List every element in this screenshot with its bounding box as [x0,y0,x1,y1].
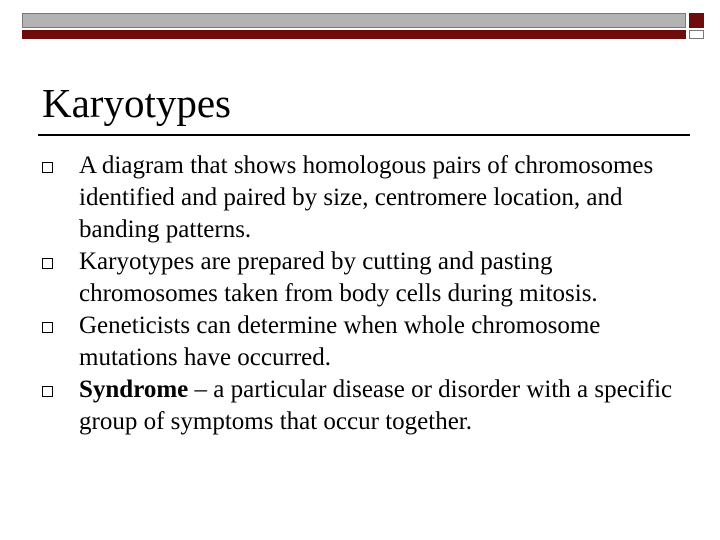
bullet-item [40,246,680,310]
hollow-square-icon [42,258,53,269]
header-accent-rule [22,30,686,39]
bullet-definition: – a particular disease or disorder with a specific group of symptoms that occur together. [79,376,673,435]
bullet-text: Karyotypes are prepared by cutting and pasting chromosomes taken from body cells during mitosis. [79,248,598,307]
hollow-square-icon [42,322,53,333]
bullet-text: Geneticists can determine when whole chromosome mutations have occurred. [79,312,601,371]
bullet-item [40,150,680,246]
slide-title: Karyotypes [42,80,232,126]
bullet-item [40,310,680,374]
header-bar [22,13,686,28]
bullet-text: A diagram that shows homologous pairs of chromosomes identified and paired by size, centromere location, and banding patterns. [79,152,654,243]
title-underline [38,134,690,136]
bullet-list [40,150,680,438]
corner-outline-square [689,30,704,39]
hollow-square-icon [42,162,53,173]
bullet-term: Syndrome [79,376,189,403]
hollow-square-icon [42,386,53,397]
bullet-item [40,374,680,438]
corner-accent-square [689,13,704,28]
bullet-text [79,374,680,438]
